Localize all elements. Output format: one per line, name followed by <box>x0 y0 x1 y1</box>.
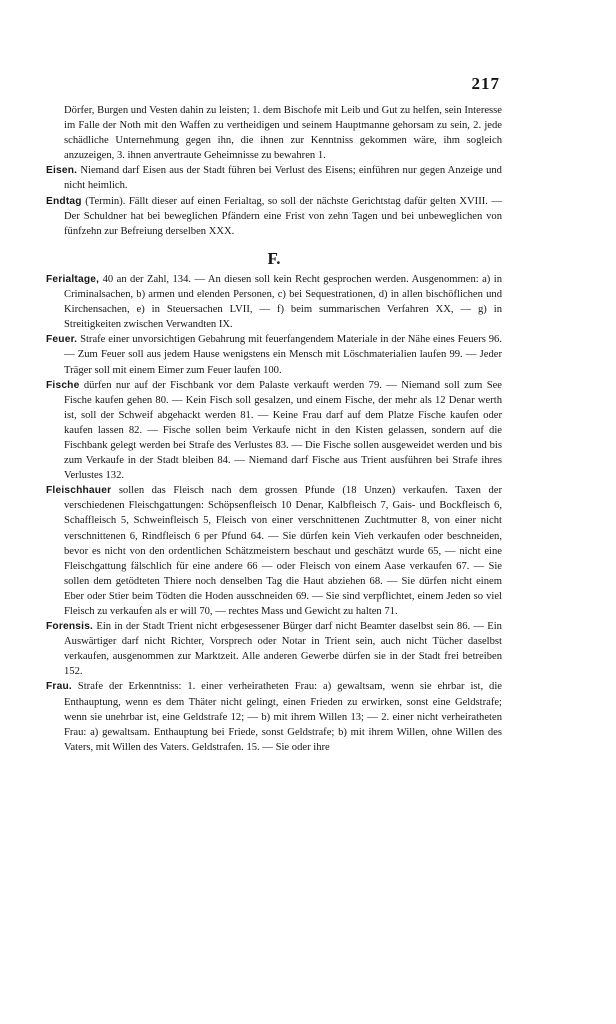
entry-text: Strafe einer unvorsichtigen Gebahrung mit feuerfangendem Materiale in der Nähe eines Feuers 96. — Zum Feuer soll aus jedem Hause wenigstens ein Mensch mit Löschmaterialien laufen 99. — Jeder Träger soll mit einem Eimer zum Feuer laufen 100. <box>64 334 502 376</box>
entry-text: Niemand darf Eisen aus der Stadt führen bei Verlust des Eisens; einführen nur gegen Anzeige und nicht heimlich. <box>64 165 502 192</box>
entry-forensis <box>46 619 502 679</box>
entry-feuer <box>46 332 502 377</box>
entry-text: Ein in der Stadt Trient nicht erbgesessener Bürger darf nicht Beamter daselbst sein 86. — Ein Auswärtiger darf nicht Richter, Vorsprech oder Notar in Trient sein, auch nicht Tücher daselbst verkaufen, ausgenommen zur Marktzeit. Alle anderen Gewerbe dürfen sie in der Stadt frei betreiben 152. <box>64 621 502 678</box>
headword: Feuer. <box>46 334 78 346</box>
entry-text: Strafe der Erkenntniss: 1. einer verheiratheten Frau: a) gewaltsam, wenn sie ehrbar ist, die Enthauptung, wenn es dem Thäter nicht gelingt, einen Frieden zu erwirken, sonst eine Geldstrafe; wenn sie unehrbar ist, eine Geldstrafe 12; — b) mit ihrem Willen 13; — 2. einer nicht verheiratheten Frau: a) gewaltsam. Enthauptung bei Friede, sonst Geldstrafe; b) mit ihrem Willen, ohne Willen des Vaters, mit Willen des Vaters. Geldstrafen. 15. — Sie oder ihre <box>64 681 502 753</box>
index-text <box>46 103 502 755</box>
headword: Forensis. <box>46 621 94 633</box>
entry-text: dürfen nur auf der Fischbank vor dem Palaste verkauft werden 79. — Niemand soll zum See Fische kaufen gehen 80. — Kein Fisch soll gesalzen, und einem Fische, der mehr als 12 Denar werth ist, soll der Schweif abgehackt werden 81. — Keine Frau darf auf dem Platze Fische kaufen oder kaufen lassen 82. — Fische sollen beim Verkaufe nicht in den Kisten gelassen, sondern auf die Fischbank gelegt werden bei Strafe des Verlustes 83. — Die Fische sollen ausgeweidet werden und bis zum Verkaufe in der Stadt bleiben 84. — Niemand darf Fische aus Trient ausführen bei Strafe ihres Verlustes 132. <box>64 379 502 482</box>
headword: Frau. <box>46 681 72 693</box>
headword: Endtag <box>46 195 82 207</box>
entry-endtag <box>46 194 502 239</box>
entry-eisen <box>46 163 502 193</box>
page-number: 217 <box>471 74 500 93</box>
entry-text: 40 an der Zahl, 134. — An diesen soll kein Recht gesprochen werden. Ausgenommen: a) in Criminalsachen, b) armen und elenden Personen, c) bei Sequestrationen, d) in allen bischöflichen und Kirchensachen, e) in Steuersachen LVII, — f) beim summarischen Verfahren XX, — g) in Streitigkeiten zwischen Verwandten IX. <box>64 273 502 331</box>
entry-fische <box>46 378 502 484</box>
continued-entry-text: Dörfer, Burgen und Vesten dahin zu leisten; 1. dem Bischofe mit Leib und Gut zu helfen, sein Interesse im Falle der Noth mit den Waffen zu vertheidigen und seinem Hauptmanne gehorsam zu sein, 2. jede schädliche Unternehmung gegen ihn, die ihnen zur Kenntniss gekommen wäre, ihm sogleich anzuzeigen, 3. ihnen anvertraute Geheimnisse zu bewahren 1. <box>64 105 502 162</box>
entry-text: sollen das Fleisch nach dem grossen Pfunde (18 Unzen) verkaufen. Taxen der verschiedenen Fleischgattungen: Schöpsenfleisch 10 Denar, Kalbfleisch 7, Gais- und Bockfleisch 6, Schaffleisch 5, Schweinfleisch 5, Fleisch von einer verschnittenen Zuchtmutter 8, von einer nicht verschnittenen 6, Rindfleisch 6 per Pfund 64. — Sie dürfen kein Vieh verkaufen oder beschneiden, bevor es nicht von den ordentlichen Schätzmeistern beschaut und geschätzt wurde 65, — nicht eine Fleischgattung fälschlich für eine andere 66 — oder Fleisch von einem Aase verkaufen 67. — Sie sollen dem getödteten Thiere noch denselben Tag die Haut abziehen 68. — Sie dürfen nicht einem Eber oder Stier beim Tödten die Hoden ausschneiden 69. — Sie sind verpflichtet, einem Jeden so viel Fleisch zu verkaufen als er will 70, — rechtes Mass und Gewicht zu halten 71. <box>64 485 502 617</box>
entry-text: (Termin). Fällt dieser auf einen Ferialtag, so soll der nächste Gerichtstag dafür gelten XVIII. — Der Schuldner hat bei beweglichen Pfändern eine Frist von zehn Tagen und bei unbeweglichen von fünfzehn zur Befreiung derselben XXX. <box>64 195 502 237</box>
section-letter: F. <box>267 248 281 268</box>
entry-frau <box>46 679 502 754</box>
entry-ferialtage <box>46 272 502 332</box>
headword: Fleischhauer <box>46 485 112 497</box>
entry-fleischhauer <box>46 483 502 619</box>
headword: Fische <box>46 379 80 391</box>
headword: Ferialtage, <box>46 273 100 285</box>
headword: Eisen. <box>46 165 78 177</box>
